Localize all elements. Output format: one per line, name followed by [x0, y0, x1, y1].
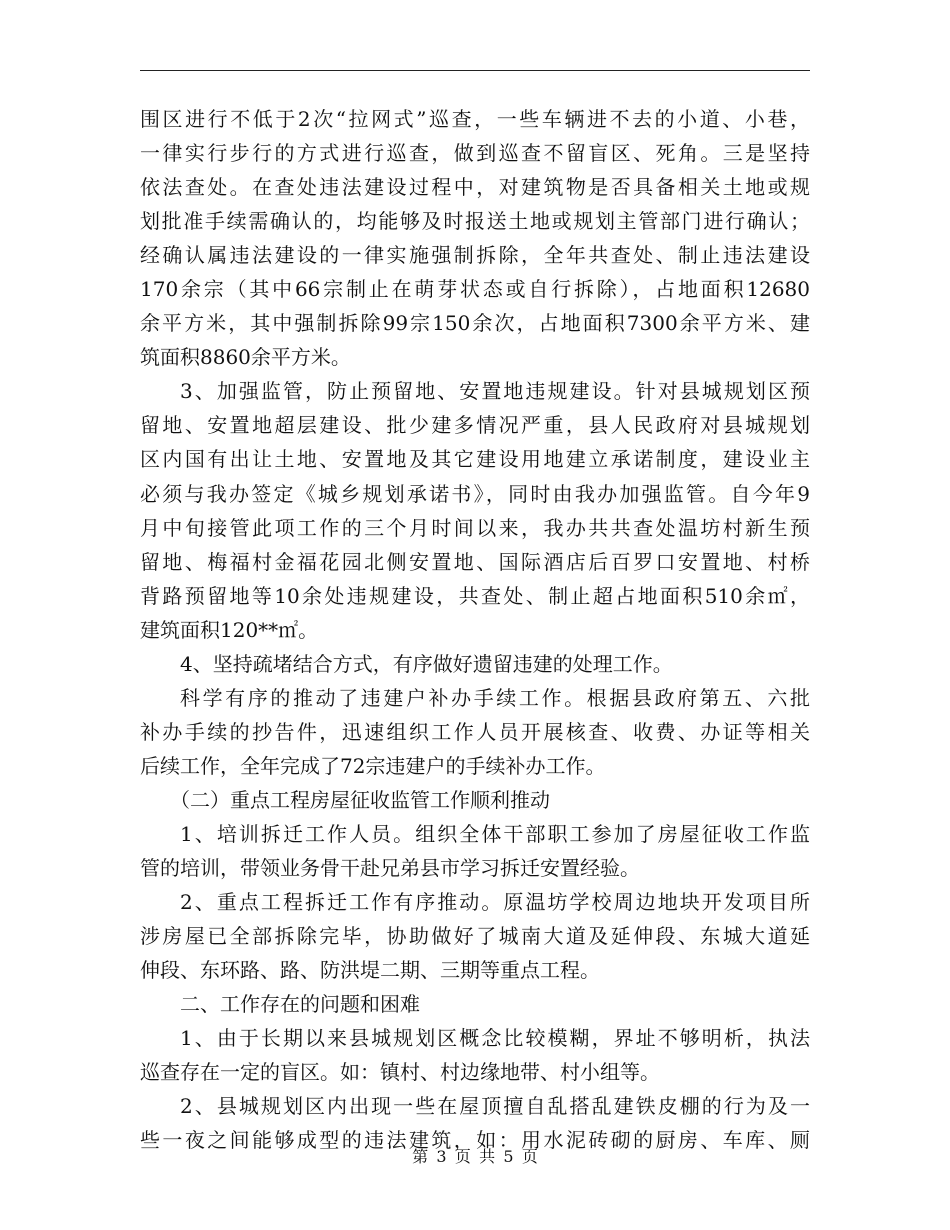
- text-line: 筑面积8860余平方米。: [140, 345, 351, 370]
- text-line: 2、重点工程拆迁工作有序推动。原温坊学校周边地块开发项目所: [180, 890, 810, 915]
- text-line: 建筑面积120**㎡。: [140, 617, 319, 642]
- text-line: 3、加强监管，防止预留地、安置地违规建设。针对县城规划区预: [180, 379, 810, 404]
- text-line: 2、县城规划区内出现一些在屋顶擅自乱搭乱建铁皮棚的行为及一: [180, 1094, 810, 1119]
- text-line: 后续工作，全年完成了72宗违建户的手续补办工作。: [140, 753, 606, 778]
- page-footer: 第 3 页 共 5 页: [412, 1147, 538, 1166]
- text-line: 划批准手续需确认的，均能够及时报送土地或规划主管部门进行确认；: [140, 209, 810, 234]
- text-line: 伸段、东环路、路、防洪堤二期、三期等重点工程。: [140, 958, 600, 983]
- text-line: 1、由于长期以来县城规划区概念比较模糊，界址不够明析，执法: [180, 1026, 810, 1051]
- text-line: 二、工作存在的问题和困难: [180, 992, 420, 1017]
- text-line: 围区进行不低于2次“拉网式”巡查，一些车辆进不去的小道、小巷，: [140, 107, 810, 131]
- text-line: 留地、安置地超层建设、批少建多情况严重，县人民政府对县城规划: [140, 413, 810, 438]
- text-line: 管的培训，带领业务骨干赴兄弟县市学习拆迁安置经验。: [140, 856, 640, 881]
- text-line: 经确认属违法建设的一律实施强制拆除，全年共查处、制止违法建设: [140, 243, 810, 268]
- text-line: 必须与我办签定《城乡规划承诺书》，同时由我办加强监管。自今年9: [140, 481, 810, 506]
- text-line: 科学有序的推动了违建户补办手续工作。根据县政府第五、六批: [180, 685, 810, 710]
- text-line: 涉房屋已全部拆除完毕，协助做好了城南大道及延伸段、东城大道延: [140, 924, 810, 949]
- header-rule: [140, 70, 810, 71]
- text-line: 余平方米，其中强制拆除99宗150余次，占地面积7300余平方米、建: [140, 311, 810, 336]
- text-line: （二）重点工程房屋征收监管工作顺利推动: [170, 787, 550, 812]
- text-line: 区内国有出让土地、安置地及其它建设用地建立承诺制度，建设业主: [140, 447, 810, 472]
- text-line: 背路预留地等10余处违规建设，共查处、制止超占地面积510余㎡，: [140, 583, 810, 608]
- text-line: 170余宗（其中66宗制止在萌芽状态或自行拆除），占地面积12680: [140, 277, 810, 302]
- text-line: 1、培训拆迁工作人员。组织全体干部职工参加了房屋征收工作监: [180, 821, 810, 846]
- text-line: 依法查处。在查处违法建设过程中，对建筑物是否具备相关土地或规: [140, 175, 810, 200]
- text-line: 巡查存在一定的盲区。如：镇村、村边缘地带、村小组等。: [140, 1060, 660, 1085]
- text-line: 一律实行步行的方式进行巡查，做到巡查不留盲区、死角。三是坚持: [140, 141, 810, 166]
- text-line: 留地、梅福村金福花园北侧安置地、国际酒店后百罗口安置地、村桥: [140, 549, 810, 574]
- text-line: 月中旬接管此项工作的三个月时间以来，我办共共查处温坊村新生预: [140, 515, 810, 540]
- text-line: 4、坚持疏堵结合方式，有序做好遗留违建的处理工作。: [180, 651, 673, 676]
- text-line: 些一夜之间能够成型的违法建筑，如：用水泥砖砌的厨房、车库、厕: [140, 1128, 810, 1153]
- body-text: [140, 102, 810, 1157]
- text-line: 补办手续的抄告件，迅速组织工作人员开展核查、收费、办证等相关: [140, 719, 810, 744]
